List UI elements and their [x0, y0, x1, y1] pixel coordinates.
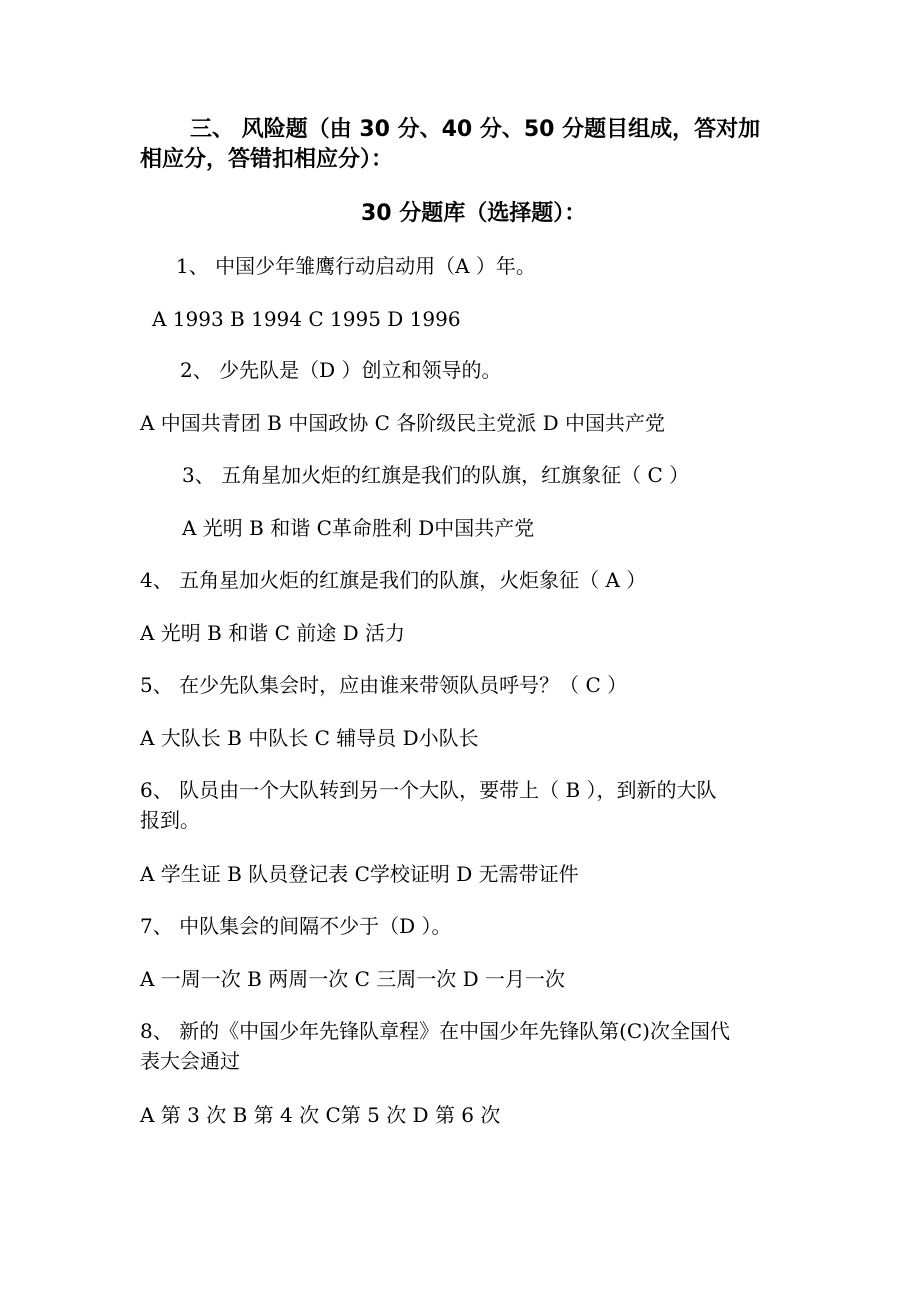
question-6-options: A 学生证 B 队员登记表 C学校证明 D 无需带证件: [140, 862, 579, 886]
question-2-options: A 中国共青团 B 中国政协 C 各阶级民主党派 D 中国共产党: [140, 411, 665, 435]
question-2-text: 2、 少先队是（D ）创立和领导的。: [180, 358, 502, 382]
question-5-text: 5、 在少先队集会时，应由谁来带领队员呼号？（ C ）: [140, 673, 628, 697]
question-7-text: 7、 中队集会的间隔不少于（D ）。: [140, 914, 452, 938]
question-6-text-line-2: 报到。: [140, 808, 200, 832]
section-subheading: 30 分题库（选择题）：: [361, 201, 587, 226]
question-7-options: A 一周一次 B 两周一次 C 三周一次 D 一月一次: [140, 967, 565, 991]
question-1-options: A 1993 B 1994 C 1995 D 1996: [152, 307, 461, 331]
question-8-options: A 第 3 次 B 第 4 次 C第 5 次 D 第 6 次: [140, 1103, 501, 1127]
question-8-text-line-1: 8、 新的《中国少年先锋队章程》在中国少年先锋队第(C)次全国代: [140, 1019, 730, 1043]
question-1-text: 1、 中国少年雏鹰行动启动用（A ）年。: [176, 254, 536, 278]
question-6-text-line-1: 6、 队员由一个大队转到另一个大队，要带上（ B ），到新的大队: [140, 778, 717, 802]
question-4-options: A 光明 B 和谐 C 前途 D 活力: [140, 621, 405, 645]
section-heading-line-1: 三、 风险题（由 30 分、40 分、50 分题目组成，答对加: [190, 117, 761, 142]
question-8-text-line-2: 表大会通过: [140, 1049, 240, 1073]
question-3-text: 3、 五角星加火炬的红旗是我们的队旗，红旗象征（ C ）: [182, 463, 690, 487]
section-heading-line-2: 相应分，答错扣相应分）：: [140, 147, 394, 172]
question-3-options: A 光明 B 和谐 C革命胜利 D中国共产党: [182, 516, 535, 540]
question-5-options: A 大队长 B 中队长 C 辅导员 D小队长: [140, 726, 479, 750]
question-4-text: 4、 五角星加火炬的红旗是我们的队旗，火炬象征（ A ）: [140, 568, 647, 592]
